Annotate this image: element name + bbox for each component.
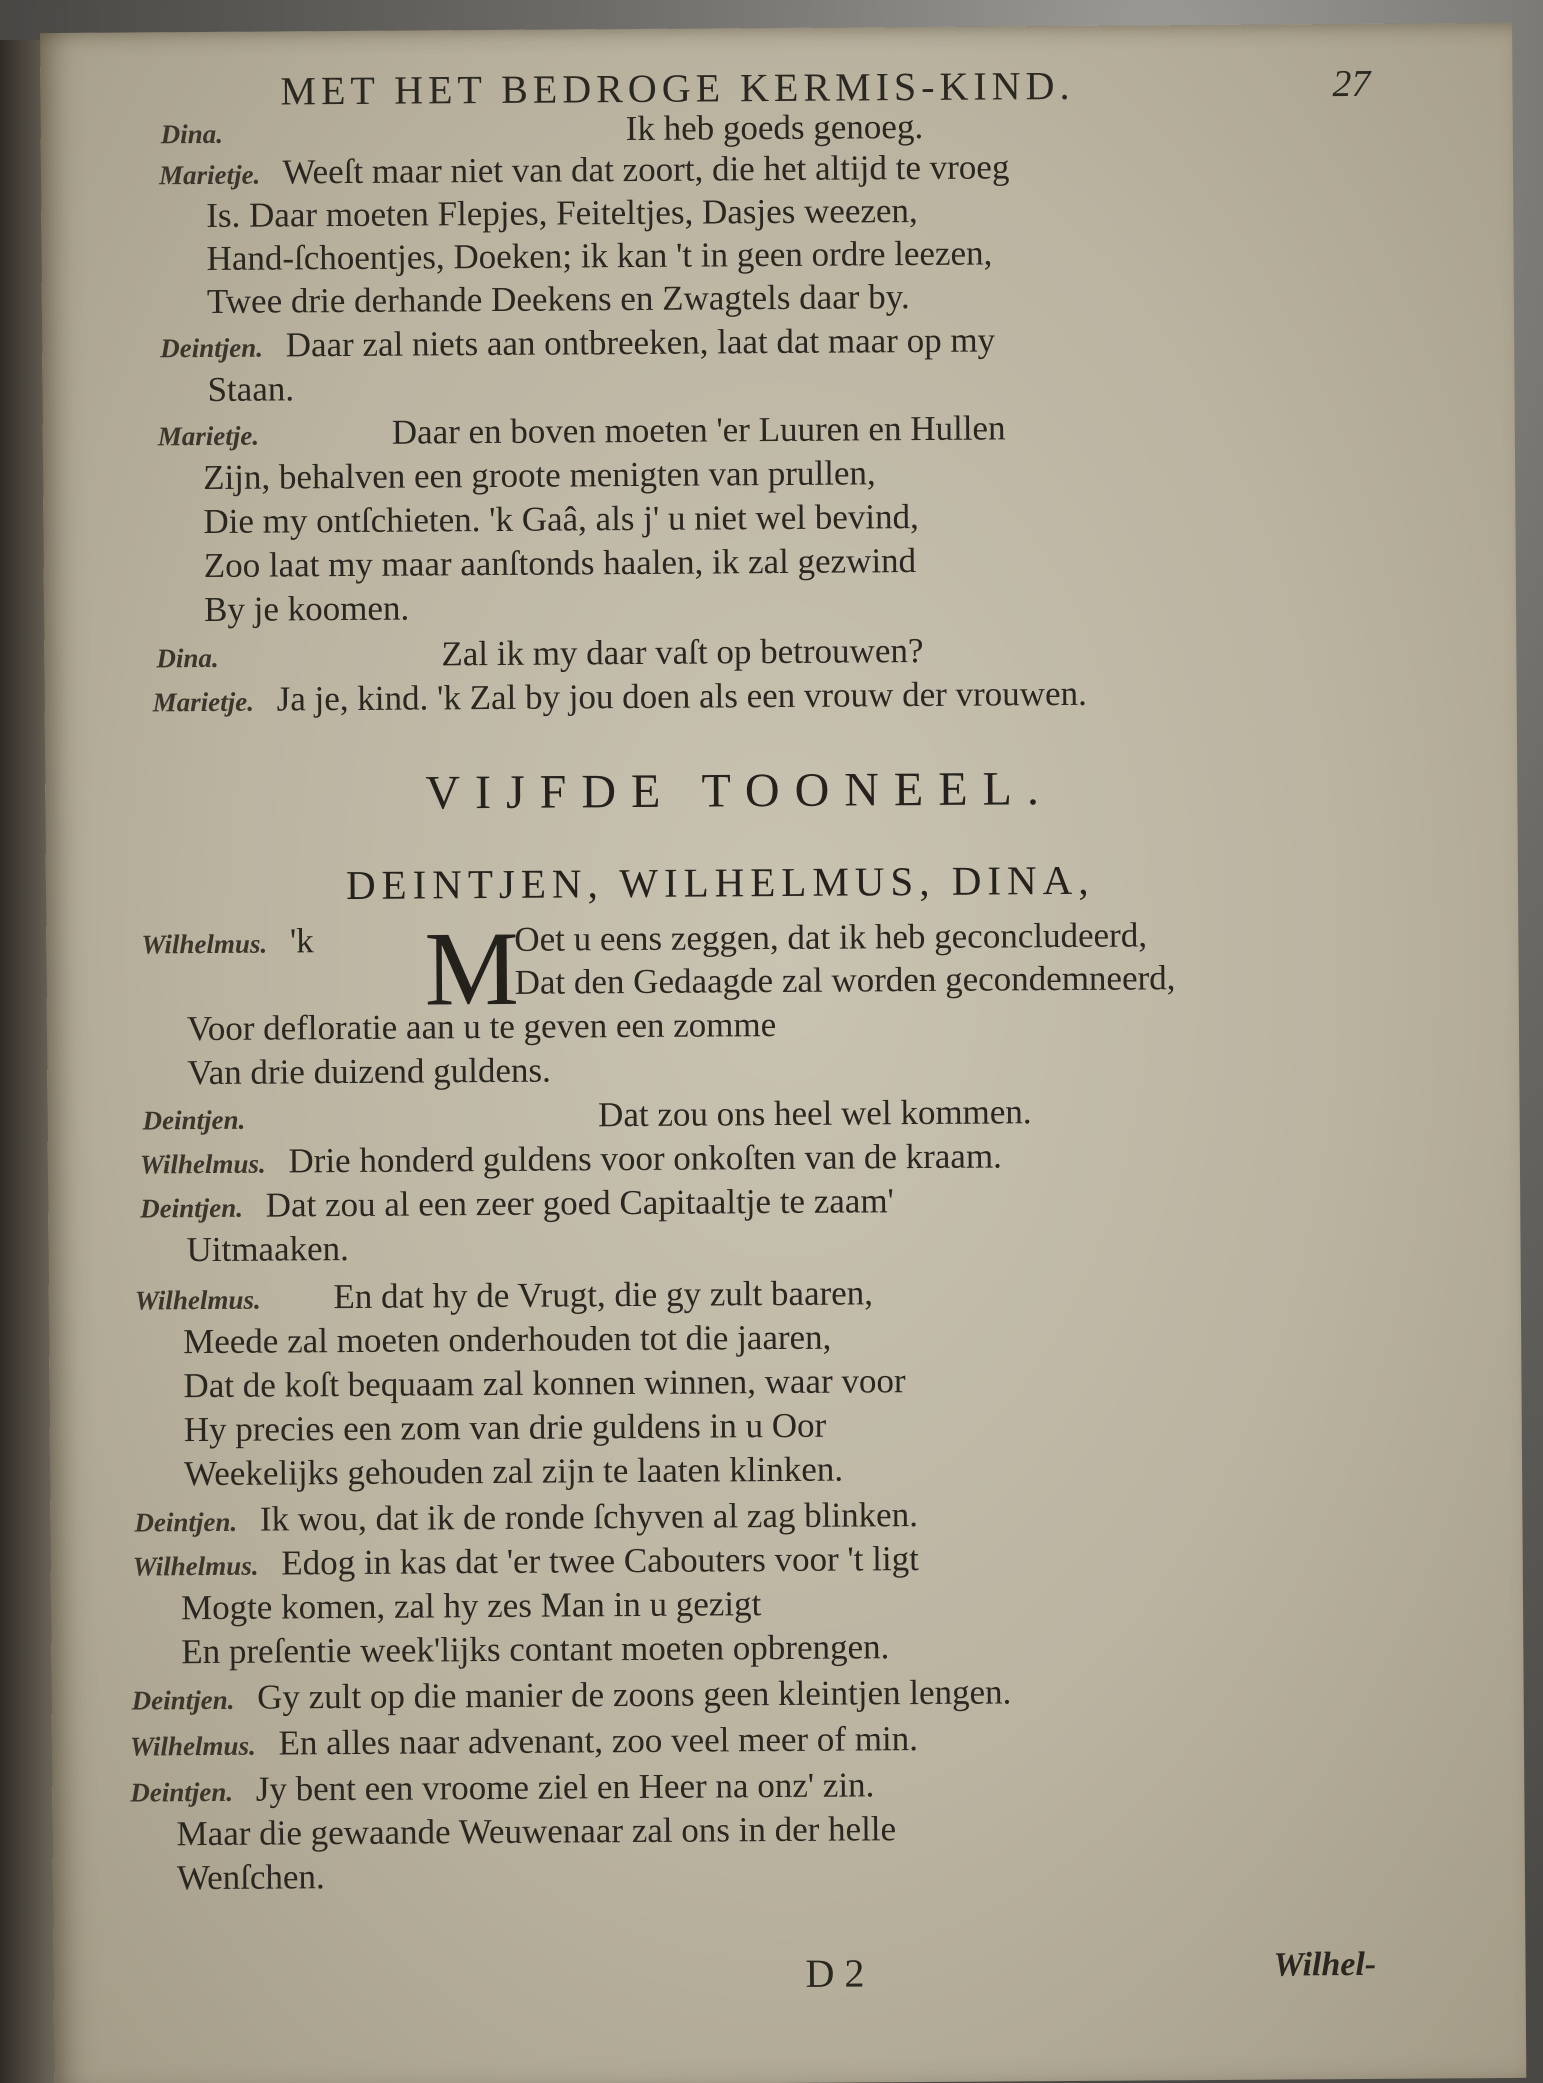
speaker-name: Deintjen. [160, 332, 264, 364]
dialogue-line [181, 1584, 762, 1628]
line-text: Drie honderd guldens voor onkoſten van de kraam. [288, 1136, 1002, 1181]
speaker-name: Marietje. [157, 420, 260, 452]
speaker-name: Deintjen. [140, 1192, 244, 1224]
scene-title: VIJFDE TOONEEL. [425, 762, 1055, 820]
page-number: 27 [1332, 62, 1371, 106]
dialogue-line [153, 674, 1087, 721]
dialogue-line [176, 1809, 896, 1854]
dialogue-line [135, 1273, 873, 1318]
line-text: Zoo laat my maar aanſtonds haalen, ik zal gezwind [203, 541, 917, 586]
dialogue-line [158, 408, 1006, 454]
line-text: Edog in kas dat 'er twee Cabouters voor 't ligt [281, 1539, 919, 1583]
dialogue-line [130, 1719, 918, 1765]
line-text: En preſentie week'lijks contant moeten opbrengen. [181, 1627, 890, 1672]
signature-mark: D 2 [805, 1950, 865, 1996]
dialogue-line [132, 1672, 1012, 1718]
line-text: Voor defloratie aan u te geven een zomme [186, 1005, 777, 1049]
line-text: Dat de koſt bequaam zal konnen winnen, waar voor [183, 1361, 906, 1406]
line-text: Weekelijks gehouden zal zijn te laaten klinken. [183, 1449, 844, 1494]
line-text: Uitmaaken. [186, 1229, 349, 1270]
dialogue-line [156, 631, 923, 676]
line-text: By je koomen. [203, 588, 410, 630]
dialogue-line [515, 958, 1176, 1003]
line-text: Van drie duizend guldens. [187, 1050, 551, 1093]
line-text: Is. Daar moeten Flepjes, Feiteltjes, Dasjes weezen, [206, 191, 918, 235]
speaker-name: Wilhelmus. [141, 928, 268, 960]
line-text: Gy zult op die manier de zoons geen kleintjen lengen. [257, 1672, 1012, 1717]
dialogue-line [177, 1857, 325, 1898]
line-text: Hy precies een zom van drie guldens in u Oor [183, 1405, 827, 1450]
dialogue-line [184, 1450, 843, 1495]
dialogue-line [184, 1406, 827, 1450]
line-text: Die my ontſchieten. 'k Gaâ, als j' u niet wel bevind, [203, 497, 919, 542]
dialogue-line [187, 1051, 551, 1094]
dialogue-line [134, 1495, 918, 1540]
line-text: Daar zal niets aan ontbreeken, laat dat maar op my [285, 320, 996, 365]
speaker-name: Wilhelmus. [139, 1148, 266, 1180]
line-text: Jy bent een vroome ziel en Heer na onz' zin. [255, 1765, 875, 1809]
speaker-name: Deintjen. [142, 1104, 246, 1136]
line-text: En dat hy de Vrugt, die gy zult baaren, [333, 1273, 874, 1317]
line-text: 'k [289, 921, 314, 961]
dialogue-line [206, 191, 918, 236]
dialogue-line [207, 369, 294, 410]
line-text: Ik wou, dat ik de ronde ſchyven al zag blinken. [259, 1495, 919, 1539]
dialogue-line [203, 497, 919, 542]
catchword: Wilhel- [1273, 1945, 1377, 1984]
dialogue-line [141, 921, 314, 962]
speaker-name: Wilhelmus. [129, 1730, 256, 1762]
dialogue-line [207, 277, 910, 322]
line-text: Ik heb goeds genoeg. [625, 106, 924, 149]
line-text: Zijn, behalven een groote menigten van prullen, [202, 453, 876, 498]
dialogue-line [133, 1539, 919, 1584]
line-text: Ja je, kind. 'k Zal by jou doen als een vrouw der vrouwen. [276, 673, 1087, 719]
drop-cap-letter: M [424, 909, 520, 1028]
dialogue-line [181, 1627, 889, 1672]
scene-cast: DEINTJEN, WILHELMUS, DINA, [345, 856, 1095, 909]
dialogue-line [159, 147, 1010, 193]
line-text: Mogte komen, zal hy zes Man in u gezigt [180, 1584, 762, 1628]
speaker-name: Marietje. [158, 159, 261, 191]
dialogue-line [206, 233, 992, 278]
dialogue-line [140, 1181, 894, 1226]
dialogue-line [183, 1361, 905, 1406]
running-head: MET HET BEDROGE KERMIS-KIND. [280, 62, 1075, 114]
speaker-name: Dina. [156, 642, 219, 674]
dialogue-line [203, 453, 876, 498]
dialogue-line [130, 1765, 874, 1810]
dialogue-line [187, 1005, 777, 1049]
dialogue-line [514, 915, 1147, 959]
dialogue-line [183, 1318, 831, 1363]
line-text: Meede zal moeten onderhouden tot die jaaren, [183, 1317, 832, 1362]
line-text: Zal ik my daar vaſt op betrouwen? [441, 630, 924, 674]
line-text: En alles naar advenant, zoo veel meer of min. [278, 1719, 919, 1763]
line-text: Staan. [207, 369, 295, 409]
speaker-name: Marietje. [152, 686, 255, 718]
line-text: Dat den Gedaagde zal worden gecondemneerd, [514, 958, 1176, 1002]
dialogue-line [142, 1092, 1031, 1138]
line-text: Oet u eens zeggen, dat ik heb geconcludeerd, [514, 915, 1148, 959]
line-text: Weeſt maar niet van dat zoort, die het altijd te vroeg [282, 147, 1010, 192]
speaker-name: Wilhelmus. [132, 1550, 259, 1582]
line-text: Dat zou ons heel wel kommen. [597, 1092, 1032, 1135]
dialogue-line [161, 107, 924, 152]
speaker-name: Deintjen. [130, 1776, 234, 1808]
line-text: Hand-ſchoentjes, Doeken; ik kan 't in geen ordre leezen, [206, 233, 993, 278]
line-text: Wenſchen. [176, 1857, 325, 1898]
dialogue-line [160, 320, 995, 366]
dialogue-line [204, 589, 409, 630]
line-text: Maar die gewaande Weuwenaar zal ons in der helle [176, 1809, 897, 1854]
speaker-name: Deintjen. [134, 1506, 238, 1538]
book-page [40, 23, 1526, 2083]
line-text: Twee drie derhande Deekens en Zwagtels daar by. [206, 277, 910, 321]
speaker-name: Wilhelmus. [134, 1284, 261, 1316]
dialogue-line [140, 1136, 1002, 1182]
line-text: Daar en boven moeten 'er Luuren en Hullen [391, 408, 1006, 452]
dialogue-line [186, 1229, 349, 1270]
line-text: Dat zou al een zeer goed Capitaaltje te zaam' [265, 1181, 895, 1225]
speaker-name: Dina. [160, 118, 224, 150]
dialogue-line [204, 541, 917, 586]
speaker-name: Deintjen. [131, 1684, 235, 1716]
